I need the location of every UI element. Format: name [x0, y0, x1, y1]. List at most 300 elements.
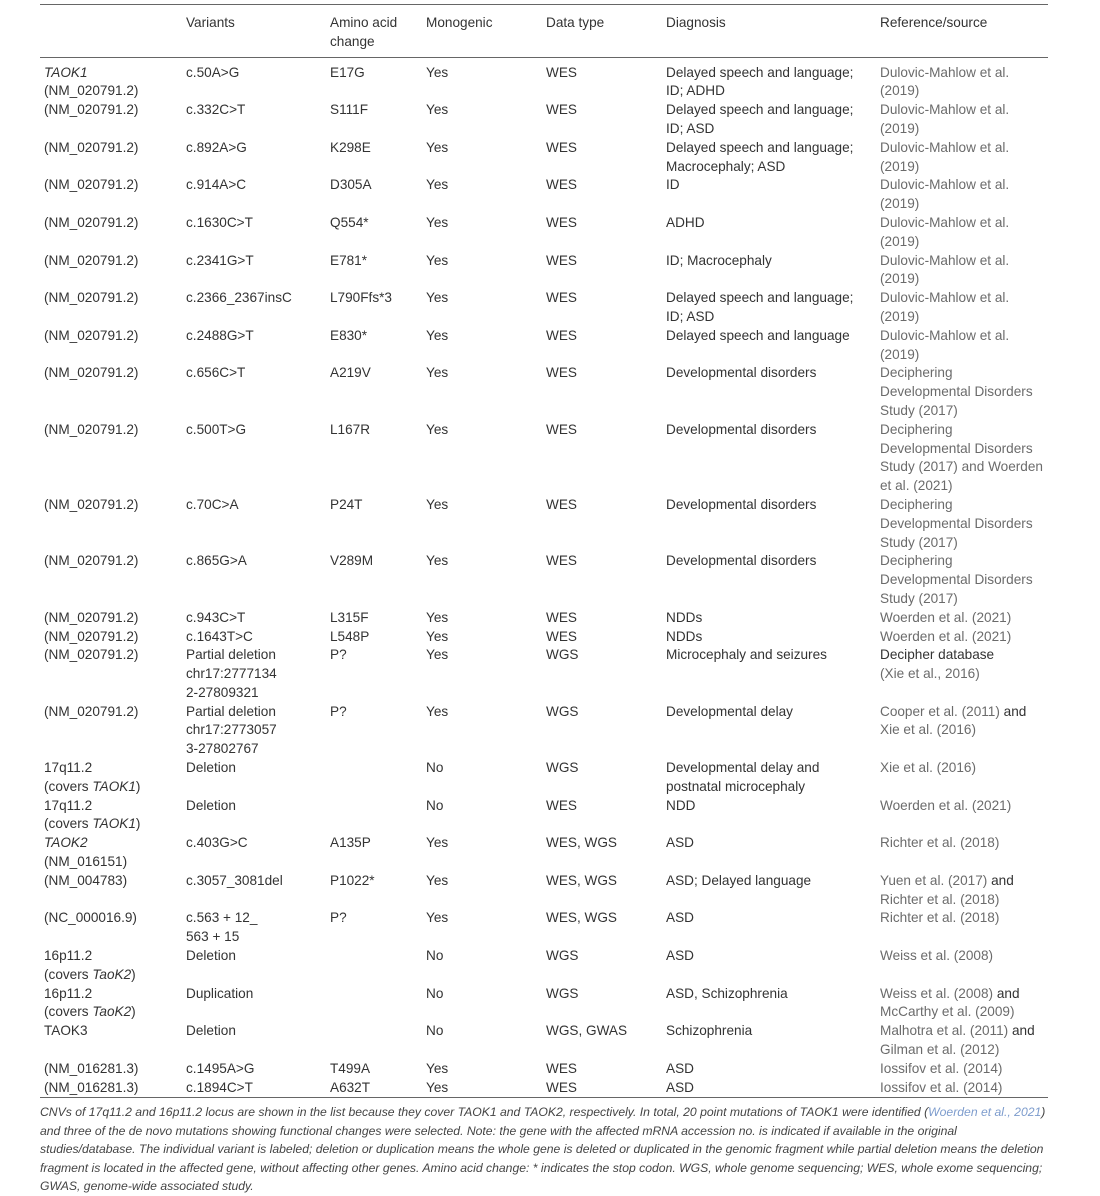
data-type-cell	[542, 759, 662, 797]
monogenic-cell	[422, 646, 542, 702]
variant-cell	[182, 289, 326, 327]
variant-value: Partial deletion chr17:27730573-27802767	[186, 703, 277, 757]
variant-value: c.70C>A	[186, 496, 239, 512]
reference-cell	[876, 327, 1048, 365]
amino-acid-cell	[326, 872, 422, 910]
monogenic-cell	[422, 1079, 542, 1098]
variant-cell	[182, 609, 326, 628]
diagnosis-value: ASD, Schizophrenia	[666, 985, 788, 1001]
variant-value: Duplication	[186, 985, 254, 1001]
data-type-value: WES	[546, 64, 577, 80]
variant-cell	[182, 1079, 326, 1098]
reference-cell	[876, 834, 1048, 872]
data-type-value: WES	[546, 1079, 577, 1095]
gene-cell	[40, 1079, 182, 1098]
header-variants: Variants	[186, 15, 235, 30]
monogenic-value: Yes	[426, 872, 449, 888]
amino-acid-cell	[326, 252, 422, 290]
variants-table	[40, 5, 1048, 1097]
diagnosis-value: ID; Macrocephaly	[666, 252, 772, 268]
monogenic-value: Yes	[426, 252, 449, 268]
header-amino-acid: Amino acid change	[330, 15, 398, 49]
diagnosis-value: Developmental disorders	[666, 365, 817, 381]
amino-acid-cell	[326, 139, 422, 177]
diagnosis-value: Developmental disorders	[666, 421, 817, 437]
reference-and: and	[993, 985, 1020, 1001]
reference-value[interactable]: Yuen et al. (2017)	[880, 872, 988, 888]
diagnosis-cell	[662, 909, 876, 947]
gene-name: (NM_020791.2)	[44, 609, 139, 625]
variant-cell	[182, 58, 326, 102]
reference-cell	[876, 909, 1048, 947]
variant-value: c.332C>T	[186, 102, 246, 118]
data-type-value: WGS	[546, 760, 579, 776]
data-type-cell	[542, 496, 662, 552]
variant-value: c.403G>C	[186, 835, 248, 851]
data-type-cell	[542, 176, 662, 214]
reference-value[interactable]: Iossifov et al. (2014)	[880, 1079, 1003, 1095]
header-gene	[40, 5, 182, 57]
reference-cell	[876, 58, 1048, 102]
data-type-value: WES, WGS	[546, 872, 617, 888]
amino-acid-value: L315F	[330, 609, 369, 625]
variant-value: c.914A>C	[186, 177, 247, 193]
data-type-value: WES	[546, 421, 577, 437]
monogenic-value: Yes	[426, 609, 449, 625]
variant-value: Partial deletion chr17:27771342-27809321	[186, 647, 277, 700]
monogenic-cell	[422, 834, 542, 872]
diagnosis-cell	[662, 646, 876, 702]
monogenic-cell	[422, 364, 542, 420]
amino-acid-value: P24T	[330, 496, 363, 512]
monogenic-value: Yes	[426, 214, 449, 230]
diagnosis-value: ASD	[666, 835, 694, 851]
table-row	[40, 101, 1048, 139]
amino-acid-cell	[326, 947, 422, 985]
monogenic-value: No	[426, 948, 444, 964]
diagnosis-cell	[662, 289, 876, 327]
reference-value[interactable]: Dulovic-Mahlow et al. (2019)	[880, 102, 1010, 136]
reference-value[interactable]: Woerden et al. (2021)	[880, 609, 1012, 625]
gene-cell	[40, 176, 182, 214]
reference-value[interactable]: Richter et al. (2018)	[880, 835, 1000, 851]
table-row	[40, 327, 1048, 365]
table-row	[40, 1022, 1048, 1060]
diagnosis-value: Developmental disorders	[666, 496, 817, 512]
gene-cell	[40, 646, 182, 702]
monogenic-value: Yes	[426, 910, 449, 926]
variant-cell	[182, 176, 326, 214]
gene-name: (NM_020791.2)	[44, 177, 139, 193]
reference-value[interactable]: Dulovic-Mahlow et al. (2019)	[880, 64, 1010, 99]
variant-value: c.500T>G	[186, 421, 247, 437]
gene-name: TAOK1	[44, 64, 88, 80]
gene-covers-end: )	[131, 1004, 136, 1020]
diagnosis-value: Microcephaly and seizures	[666, 647, 827, 663]
monogenic-cell	[422, 327, 542, 365]
gene-cell	[40, 101, 182, 139]
data-type-cell	[542, 58, 662, 102]
gene-accession: (NM_020791.2)	[44, 83, 139, 99]
amino-acid-cell	[326, 289, 422, 327]
reference-value[interactable]: Woerden et al. (2021)	[880, 797, 1012, 813]
amino-acid-value: T499A	[330, 1060, 371, 1076]
gene-cell	[40, 327, 182, 365]
data-type-value: WES	[546, 553, 577, 569]
diagnosis-value: Delayed speech and language; ID; ASD	[666, 290, 854, 324]
data-type-cell	[542, 364, 662, 420]
reference-value[interactable]: Dulovic-Mahlow et al. (2019)	[880, 177, 1010, 212]
monogenic-cell	[422, 421, 542, 496]
data-type-value: WES	[546, 252, 577, 268]
amino-acid-cell	[326, 1022, 422, 1060]
monogenic-cell	[422, 909, 542, 947]
monogenic-value: No	[426, 1023, 444, 1039]
reference-value[interactable]: Dulovic-Mahlow et al. (2019)	[880, 139, 1010, 174]
variant-value: c.50A>G	[186, 64, 240, 80]
data-type-cell	[542, 797, 662, 835]
amino-acid-cell	[326, 176, 422, 214]
reference-value[interactable]: Malhotra et al. (2011)	[880, 1023, 1009, 1039]
amino-acid-cell	[326, 909, 422, 947]
data-type-value: WGS	[546, 948, 579, 964]
amino-acid-cell	[326, 421, 422, 496]
variant-value: c.656C>T	[186, 365, 246, 381]
amino-acid-cell	[326, 985, 422, 1023]
reference-cell	[876, 703, 1048, 759]
variant-cell	[182, 759, 326, 797]
reference-cell	[876, 252, 1048, 290]
gene-covers-name: TAOK1	[92, 816, 136, 832]
variant-cell	[182, 327, 326, 365]
table-row	[40, 834, 1048, 872]
amino-acid-cell	[326, 646, 422, 702]
amino-acid-cell	[326, 628, 422, 647]
reference-value[interactable]: Deciphering Developmental Disorders Study (2017)	[880, 365, 1033, 418]
diagnosis-value: Developmental delay and postnatal microcephaly	[666, 760, 820, 794]
reference-value[interactable]: Woerden et al. (2021)	[880, 628, 1012, 644]
gene-name: (NM_020791.2)	[44, 290, 139, 306]
gene-cell	[40, 214, 182, 252]
amino-acid-value: A219V	[330, 365, 371, 381]
gene-covers-end: )	[131, 966, 136, 982]
reference-value-2[interactable]: Xie et al. (2016)	[880, 722, 976, 738]
reference-cell	[876, 646, 1048, 702]
reference-cell	[876, 1079, 1048, 1098]
data-type-value: WES	[546, 177, 577, 193]
gene-covers: (covers	[44, 778, 93, 794]
reference-cell	[876, 1060, 1048, 1079]
gene-cell	[40, 552, 182, 608]
monogenic-cell	[422, 703, 542, 759]
monogenic-cell	[422, 985, 542, 1023]
monogenic-cell	[422, 214, 542, 252]
reference-cell	[876, 1022, 1048, 1060]
reference-cell	[876, 797, 1048, 835]
reference-and: and	[987, 872, 1014, 888]
reference-value[interactable]: Deciphering Developmental Disorders Study (2017)	[880, 553, 1033, 606]
diagnosis-cell	[662, 985, 876, 1023]
data-type-cell	[542, 872, 662, 910]
monogenic-value: Yes	[426, 1079, 449, 1095]
data-type-cell	[542, 909, 662, 947]
variant-value: c.865G>A	[186, 553, 247, 569]
caption-text-2: ) and three of the de novo mutations showing functional changes were selected. Note: the gene with the affected mRNA accession no. is indicated if available in the original studies/database. The individual variant is labeled; deletion or duplication means the whole gene is deleted or duplicated in the genomic fragment while partial deletion means the deletion fragment is located in the affected gene, without affecting other genes. Amino acid change: * indicates the stop codon. WGS, whole genome sequencing; WES, whole exome sequencing; GWAS, genome-wide associated study.	[40, 1105, 1046, 1194]
gene-cell	[40, 628, 182, 647]
amino-acid-cell	[326, 364, 422, 420]
data-type-value: WES	[546, 365, 577, 381]
data-type-value: WGS	[546, 647, 579, 663]
amino-acid-cell	[326, 58, 422, 102]
reference-and: and	[1008, 1023, 1035, 1039]
variant-cell	[182, 101, 326, 139]
variant-value: c.1894C>T	[186, 1079, 253, 1095]
variant-cell	[182, 1022, 326, 1060]
diagnosis-value: Schizophrenia	[666, 1023, 753, 1039]
diagnosis-cell	[662, 947, 876, 985]
diagnosis-value: Developmental disorders	[666, 553, 817, 569]
reference-value[interactable]: Dulovic-Mahlow et al. (2019)	[880, 327, 1010, 362]
data-type-cell	[542, 947, 662, 985]
diagnosis-cell	[662, 1079, 876, 1098]
diagnosis-cell	[662, 552, 876, 608]
monogenic-value: Yes	[426, 835, 449, 851]
gene-name: (NM_020791.2)	[44, 553, 139, 569]
gene-name: (NC_000016.9)	[44, 910, 137, 926]
gene-name: 16p11.2	[44, 985, 93, 1001]
diagnosis-cell	[662, 58, 876, 102]
variant-value: c.3057_3081del	[186, 872, 283, 888]
variant-value: c.892A>G	[186, 139, 247, 155]
data-type-value: WES	[546, 1060, 577, 1076]
gene-cell	[40, 834, 182, 872]
gene-name: (NM_016281.3)	[44, 1079, 139, 1095]
table-row	[40, 646, 1048, 702]
reference-value-2[interactable]: Gilman et al. (2012)	[880, 1042, 1000, 1058]
reference-cell	[876, 421, 1048, 496]
gene-cell	[40, 421, 182, 496]
data-type-value: WES, WGS	[546, 910, 617, 926]
monogenic-value: Yes	[426, 421, 449, 437]
reference-value[interactable]: Deciphering Developmental Disorders Study (2017)	[880, 496, 1033, 550]
gene-cell	[40, 58, 182, 102]
data-type-cell	[542, 101, 662, 139]
amino-acid-value: D305A	[330, 177, 372, 193]
gene-name: 17q11.2	[44, 797, 93, 813]
monogenic-value: Yes	[426, 553, 449, 569]
table-row	[40, 58, 1048, 102]
diagnosis-cell	[662, 609, 876, 628]
variant-value: Deletion	[186, 760, 236, 776]
gene-covers-end: )	[135, 816, 141, 832]
reference-value[interactable]: Weiss et al. (2008)	[880, 985, 994, 1001]
data-type-value: WES	[546, 139, 577, 155]
diagnosis-value: Delayed speech and language	[666, 327, 850, 343]
gene-cell	[40, 609, 182, 628]
amino-acid-cell	[326, 101, 422, 139]
amino-acid-value: P?	[330, 647, 347, 663]
monogenic-cell	[422, 139, 542, 177]
monogenic-cell	[422, 1060, 542, 1079]
diagnosis-cell	[662, 139, 876, 177]
gene-cell	[40, 872, 182, 910]
variant-cell	[182, 646, 326, 702]
variant-cell	[182, 703, 326, 759]
table-row	[40, 1079, 1048, 1098]
monogenic-value: Yes	[426, 102, 449, 118]
reference-cell	[876, 214, 1048, 252]
amino-acid-value: K298E	[330, 139, 371, 155]
amino-acid-cell	[326, 327, 422, 365]
table-row	[40, 1060, 1048, 1079]
diagnosis-value: NDD	[666, 797, 696, 813]
gene-name: (NM_020791.2)	[44, 327, 139, 343]
diagnosis-cell	[662, 834, 876, 872]
table-row	[40, 252, 1048, 290]
data-type-cell	[542, 139, 662, 177]
data-type-cell	[542, 1079, 662, 1098]
monogenic-cell	[422, 101, 542, 139]
amino-acid-cell	[326, 759, 422, 797]
reference-cell	[876, 872, 1048, 910]
table-row	[40, 628, 1048, 647]
data-type-cell	[542, 628, 662, 647]
monogenic-cell	[422, 289, 542, 327]
diagnosis-cell	[662, 364, 876, 420]
reference-cell	[876, 139, 1048, 177]
monogenic-cell	[422, 552, 542, 608]
reference-value[interactable]: Weiss et al. (2008)	[880, 948, 994, 964]
reference-value[interactable]: Iossifov et al. (2014)	[880, 1060, 1003, 1076]
diagnosis-value: Delayed speech and language; ID; ASD	[666, 102, 854, 136]
reference-value[interactable]: Deciphering Developmental Disorders Study (2017) and Woerden et al. (2021)	[880, 421, 1043, 494]
monogenic-cell	[422, 628, 542, 647]
gene-name: (NM_016281.3)	[44, 1060, 139, 1076]
monogenic-cell	[422, 58, 542, 102]
variant-cell	[182, 421, 326, 496]
table-row	[40, 421, 1048, 496]
monogenic-value: No	[426, 760, 444, 776]
table-row	[40, 703, 1048, 759]
reference-value[interactable]: Cooper et al. (2011)	[880, 703, 1000, 719]
amino-acid-value: Q554*	[330, 214, 369, 230]
diagnosis-cell	[662, 872, 876, 910]
amino-acid-value: P?	[330, 703, 347, 719]
reference-value[interactable]: Decipher database	[880, 647, 995, 663]
reference-cell	[876, 628, 1048, 647]
amino-acid-value: V289M	[330, 553, 374, 569]
monogenic-value: Yes	[426, 290, 449, 306]
header-diagnosis: Diagnosis	[666, 15, 726, 30]
amino-acid-value: P?	[330, 910, 347, 926]
data-type-value: WES	[546, 214, 577, 230]
monogenic-value: Yes	[426, 327, 449, 343]
gene-covers: (covers	[44, 816, 93, 832]
table-row	[40, 759, 1048, 797]
gene-name: (NM_020791.2)	[44, 252, 139, 268]
reference-cell	[876, 496, 1048, 552]
variant-cell	[182, 985, 326, 1023]
gene-covers: (covers	[44, 966, 93, 982]
diagnosis-cell	[662, 703, 876, 759]
data-type-cell	[542, 834, 662, 872]
monogenic-value: Yes	[426, 365, 449, 381]
reference-and: and	[999, 703, 1027, 719]
gene-cell	[40, 139, 182, 177]
gene-name: TAOK3	[44, 1023, 88, 1039]
data-type-cell	[542, 609, 662, 628]
reference-cell	[876, 552, 1048, 608]
caption-link[interactable]: Woerden et al., 2021	[928, 1105, 1042, 1120]
gene-name: TAOK2	[44, 835, 88, 851]
monogenic-cell	[422, 252, 542, 290]
data-type-cell	[542, 252, 662, 290]
data-type-cell	[542, 289, 662, 327]
amino-acid-value: E781*	[330, 252, 368, 268]
monogenic-cell	[422, 496, 542, 552]
data-type-value: WES	[546, 628, 577, 644]
reference-value-2[interactable]: (Xie et al., 2016)	[880, 666, 980, 682]
reference-value[interactable]: Richter et al. (2018)	[880, 910, 1000, 926]
variant-cell	[182, 214, 326, 252]
gene-covers-name: TAOK1	[92, 778, 136, 794]
diagnosis-cell	[662, 797, 876, 835]
amino-acid-cell	[326, 552, 422, 608]
data-type-value: WES, WGS	[546, 835, 617, 851]
reference-value[interactable]: Dulovic-Mahlow et al. (2019)	[880, 252, 1010, 287]
amino-acid-cell	[326, 797, 422, 835]
table-row	[40, 289, 1048, 327]
diagnosis-value: Delayed speech and language; Macrocephaly; ASD	[666, 139, 854, 174]
diagnosis-value: ASD	[666, 948, 694, 964]
amino-acid-value: E830*	[330, 327, 368, 343]
amino-acid-cell	[326, 214, 422, 252]
gene-name: (NM_020791.2)	[44, 139, 139, 155]
variant-cell	[182, 552, 326, 608]
data-type-value: WES	[546, 290, 577, 306]
reference-value-2[interactable]: Richter et al. (2018)	[880, 891, 1000, 907]
diagnosis-value: ASD	[666, 1060, 694, 1076]
reference-cell	[876, 289, 1048, 327]
gene-name: (NM_020791.2)	[44, 365, 139, 381]
table-container	[40, 0, 1048, 1195]
data-type-value: WGS, GWAS	[546, 1023, 628, 1039]
monogenic-value: Yes	[426, 496, 449, 512]
gene-cell	[40, 797, 182, 835]
table-row	[40, 139, 1048, 177]
diagnosis-value: Delayed speech and language; ID; ADHD	[666, 64, 854, 99]
reference-value[interactable]: Dulovic-Mahlow et al. (2019)	[880, 290, 1010, 324]
diagnosis-cell	[662, 759, 876, 797]
gene-name: (NM_004783)	[44, 872, 128, 888]
variant-cell	[182, 364, 326, 420]
data-type-cell	[542, 421, 662, 496]
reference-cell	[876, 101, 1048, 139]
monogenic-cell	[422, 1022, 542, 1060]
reference-value[interactable]: Dulovic-Mahlow et al. (2019)	[880, 214, 1010, 249]
data-type-value: WES	[546, 609, 577, 625]
variant-cell	[182, 496, 326, 552]
reference-value-2[interactable]: McCarthy et al. (2009)	[880, 1004, 1015, 1020]
gene-cell	[40, 252, 182, 290]
monogenic-value: Yes	[426, 628, 449, 644]
reference-value[interactable]: Xie et al. (2016)	[880, 760, 976, 776]
table-row	[40, 496, 1048, 552]
gene-name: (NM_020791.2)	[44, 421, 139, 437]
data-type-value: WES	[546, 496, 577, 512]
amino-acid-value: A135P	[330, 835, 371, 851]
table-row	[40, 797, 1048, 835]
